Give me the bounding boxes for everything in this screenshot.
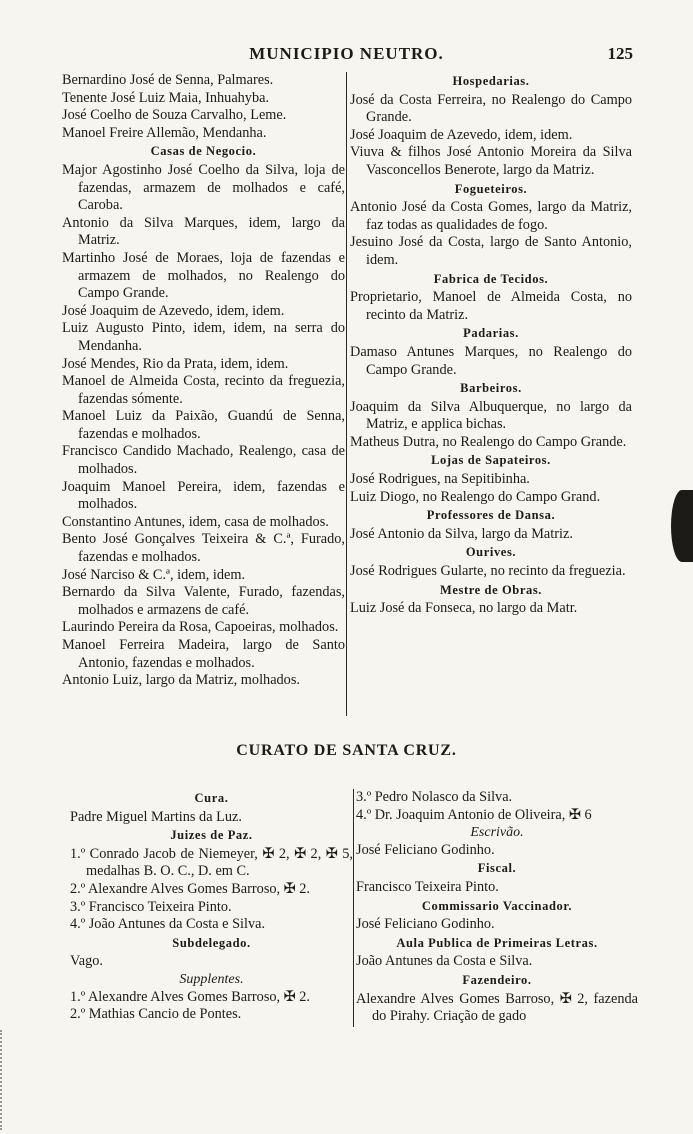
category-heading: Ourives. <box>465 545 517 560</box>
directory-entry: José Rodrigues, na Sepitibinha. <box>350 471 530 488</box>
directory-entry: Antonio José da Costa Gomes, largo da Matriz, faz todas as qualidades de fogo. <box>350 199 632 233</box>
directory-entry: José Feliciano Godinho. <box>356 916 495 933</box>
category-heading: Fiscal. <box>477 861 517 876</box>
top-right-column <box>350 72 632 618</box>
directory-entry: Matheus Dutra, no Realengo do Campo Grande. <box>350 433 627 450</box>
directory-entry: Jesuino José da Costa, largo de Santo Antonio, idem. <box>350 234 632 268</box>
directory-entry: Bento José Gonçalves Teixeira & C.ª, Furado, fazendas e molhados. <box>62 531 345 566</box>
directory-entry: 1.º Conrado Jacob de Niemeyer, ✠ 2, ✠ 2, ✠ 5, medalhas B. O. C., D. em C. <box>70 845 353 880</box>
directory-entry: Antonio da Silva Marques, idem, largo da Matriz. <box>62 214 345 249</box>
category-heading: Hospedarias. <box>452 74 530 88</box>
directory-entry: Proprietario, Manoel de Almeida Costa, no recinto da Matriz. <box>350 289 632 323</box>
directory-entry: Antonio Luiz, largo da Matriz, molhados. <box>62 672 300 689</box>
section-title: CURATO DE SANTA CRUZ. <box>236 742 457 759</box>
directory-entry: Laurindo Pereira da Rosa, Capoeiras, molhados. <box>62 619 339 636</box>
category-heading: Lojas de Sapateiros. <box>431 453 551 468</box>
directory-entry: Bernardo da Silva Valente, Furado, fazendas, molhados e armazens de café. <box>62 584 345 618</box>
directory-entry: 3.º Pedro Nolasco da Silva. <box>356 789 513 805</box>
directory-entry: 1.º Alexandre Alves Gomes Barroso, ✠ 2. <box>70 988 310 1005</box>
directory-entry: 3.º Francisco Teixeira Pinto. <box>70 898 232 915</box>
category-heading: Mestre de Obras. <box>439 582 543 597</box>
category-heading: Cura. <box>194 791 229 805</box>
directory-entry: José Joaquim de Azevedo, idem, idem. <box>62 302 285 319</box>
directory-entry: José Joaquim de Azevedo, idem, idem. <box>350 126 573 143</box>
directory-entry: 2.º Alexandre Alves Gomes Barroso, ✠ 2. <box>70 880 310 897</box>
page-number: 125 <box>607 44 633 63</box>
category-heading: Fogueteiros. <box>454 181 528 196</box>
directory-entry: José da Costa Ferreira, no Realengo do Campo Grande. <box>350 91 632 126</box>
bottom-right-column <box>356 789 638 1026</box>
category-heading: Subdelegado. <box>172 935 251 950</box>
directory-entry: José Narciso & C.ª, idem, idem. <box>62 566 246 583</box>
directory-entry: Viuva & filhos José Antonio Moreira da Silva Vasconcellos Benerote, largo da Matriz. <box>350 144 632 178</box>
category-heading: Padarias. <box>463 326 519 341</box>
column-divider <box>353 789 354 1027</box>
directory-entry: José Mendes, Rio da Prata, idem, idem. <box>62 355 289 372</box>
directory-entry: Manoel de Almeida Costa, recinto da freguezia, fazendas sómente. <box>62 373 345 407</box>
directory-entry: José Antonio da Silva, largo da Matriz. <box>350 525 573 542</box>
directory-entry: José Coelho de Souza Carvalho, Leme. <box>62 107 287 124</box>
directory-entry: 4.º Dr. Joaquim Antonio de Oliveira, ✠ 6 <box>356 806 592 823</box>
directory-entry: Martinho José de Moraes, loja de fazendas e armazem de molhados, no Realengo do Campo Grande. <box>62 249 345 302</box>
directory-entry: Manoel Ferreira Madeira, largo de Santo Antonio, fazendas e molhados. <box>62 637 345 671</box>
category-heading: Fazendeiro. <box>462 972 532 987</box>
page-header-title: MUNICIPIO NEUTRO. <box>249 44 444 63</box>
directory-entry: José Feliciano Godinho. <box>356 841 495 858</box>
directory-entry: Joaquim Manoel Pereira, idem, fazendas e molhados. <box>62 478 345 513</box>
directory-entry: Constantino Antunes, idem, casa de molhados. <box>62 513 329 530</box>
directory-entry: Tenente José Luiz Maia, Inhuahyba. <box>62 89 270 106</box>
directory-entry: José Rodrigues Gularte, no recinto da freguezia. <box>350 563 626 580</box>
category-heading: Juizes de Paz. <box>170 828 253 843</box>
category-heading: Supplentes. <box>179 971 244 987</box>
directory-entry: Francisco Candido Machado, Realengo, casa de molhados. <box>62 443 345 478</box>
bottom-left-column <box>70 789 353 1024</box>
directory-entry: Padre Miguel Martins da Luz. <box>70 808 242 825</box>
directory-entry: Luiz José da Fonseca, no largo da Matr. <box>350 600 578 617</box>
directory-entry: João Antunes da Costa e Silva. <box>356 953 533 970</box>
directory-entry: Joaquim da Silva Albuquerque, no largo da Matriz, e applica bichas. <box>350 398 632 433</box>
directory-entry: 4.º João Antunes da Costa e Silva. <box>70 916 266 933</box>
top-left-column <box>62 72 345 690</box>
directory-entry: Major Agostinho José Coelho da Silva, loja de fazendas, armazem de molhados e café, Caroba. <box>62 161 345 214</box>
page-edge-shadow <box>671 490 693 562</box>
category-heading: Commissario Vaccinador. <box>421 898 573 913</box>
directory-entry: Luiz Diogo, no Realengo do Campo Grand. <box>350 488 601 505</box>
category-heading: Fabrica de Tecidos. <box>433 271 549 286</box>
category-heading: Aula Publica de Primeiras Letras. <box>396 935 598 950</box>
category-heading: Professores de Dansa. <box>426 508 556 523</box>
directory-entry: Luiz Augusto Pinto, idem, idem, na serra do Mendanha. <box>62 320 345 354</box>
directory-entry: 2.º Mathias Cancio de Pontes. <box>70 1006 242 1023</box>
directory-entry: Vago. <box>70 953 103 970</box>
directory-entry: Manoel Freire Allemão, Mendanha. <box>62 124 267 141</box>
directory-entry: Manoel Luiz da Paixão, Guandú de Senna, fazendas e molhados. <box>62 408 345 442</box>
directory-entry: Alexandre Alves Gomes Barroso, ✠ 2, fazenda do Pirahy. Criação de gado <box>356 990 638 1025</box>
directory-entry: Francisco Teixeira Pinto. <box>356 878 499 895</box>
category-heading: Escrivão. <box>470 825 524 841</box>
directory-entry: Bernardino José de Senna, Palmares. <box>62 72 274 88</box>
margin-marks <box>0 1030 16 1130</box>
directory-entry: Damaso Antunes Marques, no Realengo do Campo Grande. <box>350 343 632 378</box>
category-heading: Casas de Negocio. <box>150 144 257 159</box>
category-heading: Barbeiros. <box>460 381 522 396</box>
column-divider <box>346 72 347 716</box>
